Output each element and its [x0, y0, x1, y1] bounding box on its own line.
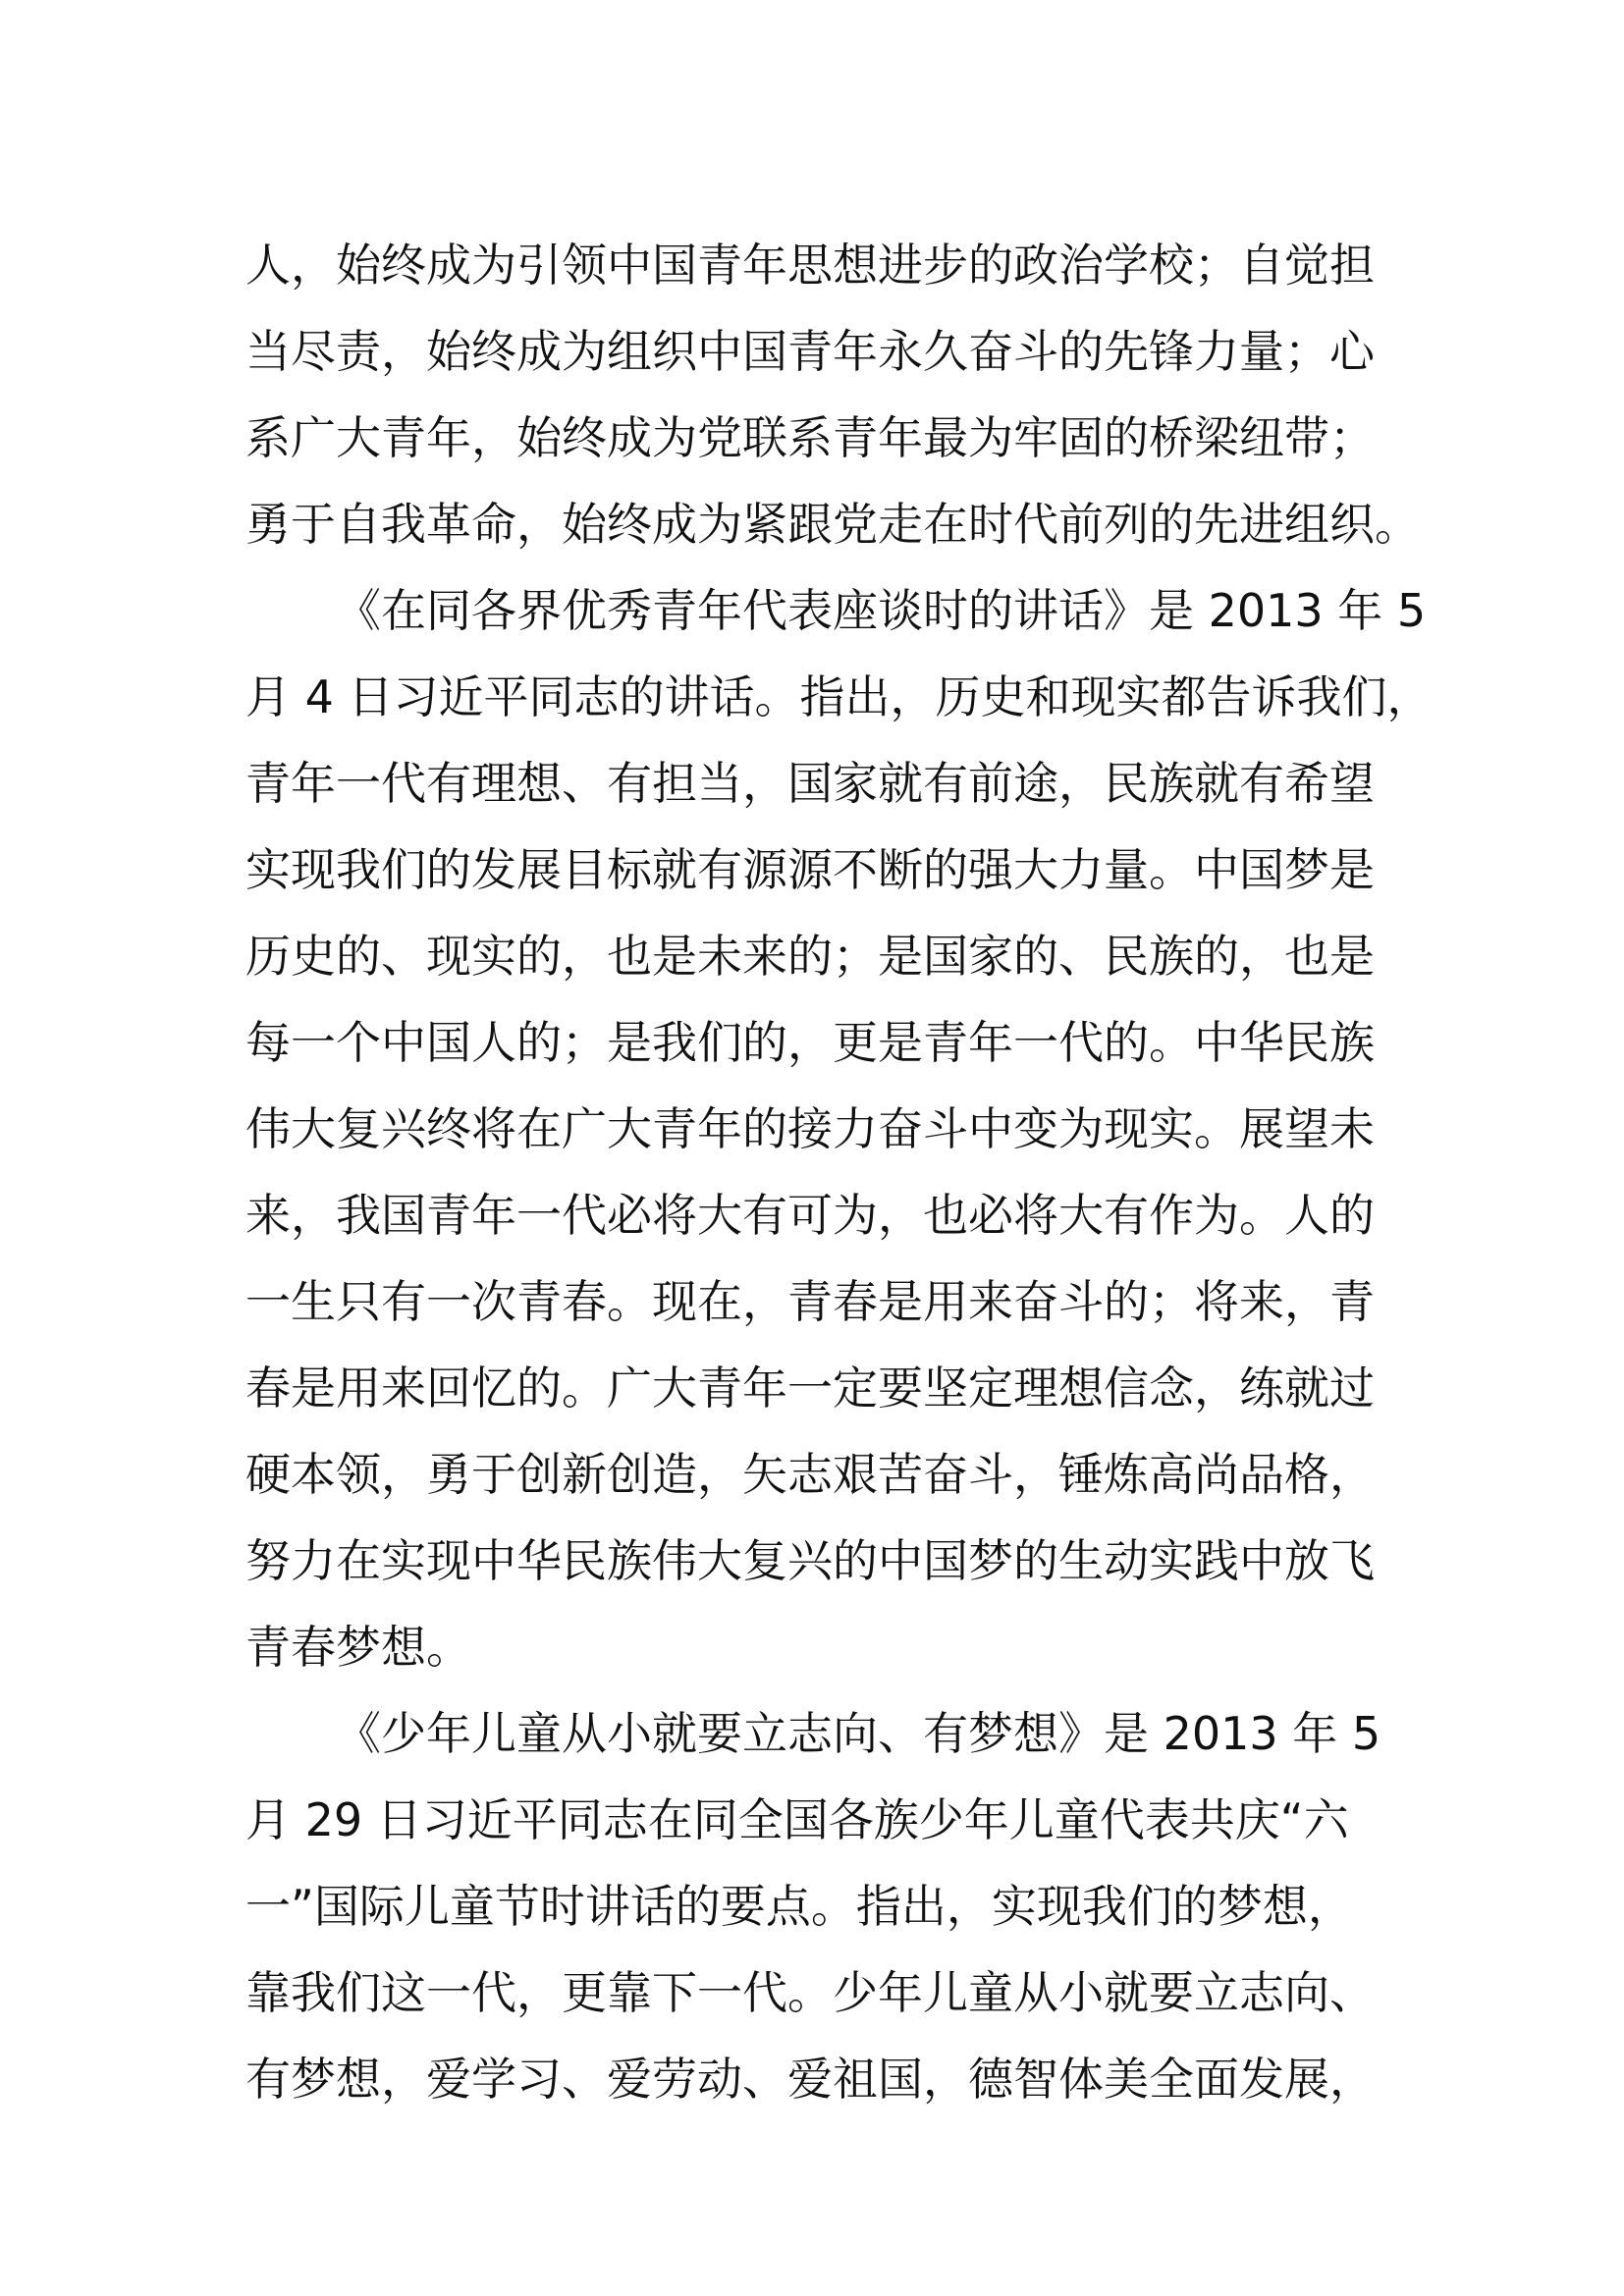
- text-line: 伟大复兴终将在广大青年的接力奋斗中变为现实。展望未: [245, 1102, 1375, 1155]
- text-line: 月 4 日习近平同志的讲话。指出，历史和现实都告诉我们，: [245, 670, 1433, 723]
- text-line: 《在同各界优秀青年代表座谈时的讲话》是 2013 年 5: [336, 584, 1427, 637]
- text-line: 来，我国青年一代必将大有可为，也必将大有作为。人的: [245, 1189, 1375, 1242]
- text-line: 一生只有一次青春。现在，青春是用来奋斗的；将来，青: [245, 1275, 1375, 1328]
- document-body: [245, 222, 1433, 2122]
- text-line: 历史的、现实的，也是未来的；是国家的、民族的，也是: [245, 930, 1375, 983]
- text-line: 硬本领，勇于创新创造，矢志艰苦奋斗，锤炼高尚品格，: [245, 1448, 1375, 1501]
- text-line: 人，始终成为引领中国青年思想进步的政治学校；自觉担: [245, 239, 1375, 292]
- paragraph-3: [245, 1690, 1424, 2122]
- text-line: 努力在实现中华民族伟大复兴的中国梦的生动实践中放飞: [245, 1534, 1375, 1587]
- text-line: 系广大青年，始终成为党联系青年最为牢固的桥梁纽带；: [245, 411, 1375, 464]
- text-line: 当尽责，始终成为组织中国青年永久奋斗的先锋力量；心: [245, 325, 1375, 378]
- text-line: 月 29 日习近平同志在同全国各族少年儿童代表共庆“六: [245, 1793, 1349, 1846]
- text-line: 《少年儿童从小就要立志向、有梦想》是 2013 年 5: [336, 1707, 1381, 1760]
- text-line: 一”国际儿童节时讲话的要点。指出，实现我们的梦想，: [245, 1880, 1353, 1933]
- text-line: 有梦想，爱学习、爱劳动、爱祖国，德智体美全面发展，: [245, 2053, 1375, 2106]
- paragraph-1: [245, 222, 1424, 567]
- text-line: 青年一代有理想、有担当，国家就有前途，民族就有希望: [245, 757, 1375, 810]
- paragraph-2: [245, 567, 1433, 1690]
- text-line: 春是用来回忆的。广大青年一定要坚定理想信念，练就过: [245, 1362, 1375, 1415]
- text-line: 靠我们这一代，更靠下一代。少年儿童从小就要立志向、: [245, 1966, 1375, 2019]
- text-line: 青春梦想。: [245, 1621, 471, 1674]
- text-line: 实现我们的发展目标就有源源不断的强大力量。中国梦是: [245, 843, 1375, 896]
- text-line: 每一个中国人的；是我们的，更是青年一代的。中华民族: [245, 1016, 1375, 1069]
- text-line: 勇于自我革命，始终成为紧跟党走在时代前列的先进组织。: [245, 498, 1420, 551]
